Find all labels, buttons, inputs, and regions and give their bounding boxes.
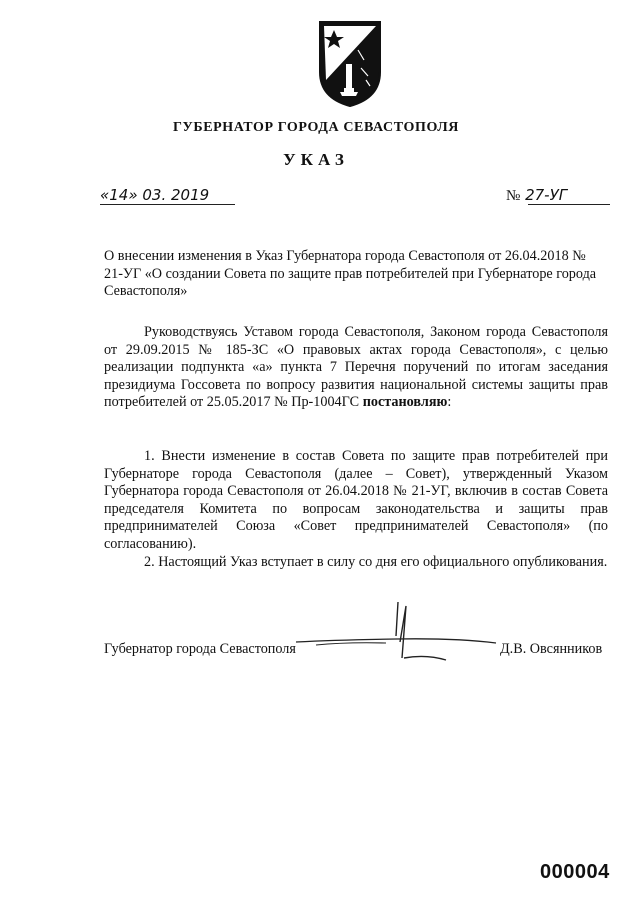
- decree-word: постановляю: [362, 394, 448, 411]
- document-number: [506, 186, 610, 206]
- signatory-name: Д.В. Овсянников: [500, 641, 603, 657]
- subject-text: О внесении изменения в Указ Губернатора города Севастополя от 26.04.2018 № 21-УГ «О создании Совета по защите прав потребителей при Губернаторе города Севастополя»: [104, 248, 597, 300]
- sevastopol-coat-of-arms-icon: [318, 20, 382, 108]
- document-type: УКАЗ: [283, 150, 349, 169]
- page-number: 000004: [540, 861, 610, 883]
- basis-colon: :: [447, 394, 452, 411]
- decree-subject: [104, 248, 608, 301]
- signatory-position: Губернатор города Севастополя: [104, 641, 296, 657]
- date-value: «14» 03. 2019: [100, 186, 210, 204]
- decree-item: 1. Внести изменение в состав Совета по защите прав потребителей при Губернаторе города Севастополя (далее – Совет), утвержденный Указом Губернатора города Севастополя от 26.04.2018 № 21-УГ, включив в состав Совета председателя Комитета по вопросам законодательства и защиты прав предпринимателей Союза «Совет предпринимателей Севастополя» (по согласованию).: [104, 448, 608, 552]
- handwritten-signature: [276, 598, 506, 670]
- number-underline: [528, 204, 610, 205]
- number-sign: №: [506, 188, 521, 204]
- legal-basis: [104, 324, 608, 412]
- issuer-title: ГУБЕРНАТОР ГОРОДА СЕВАСТОПОЛЯ: [172, 120, 460, 135]
- decree-items: [104, 448, 608, 571]
- date-underline: [100, 204, 235, 205]
- number-value: 27-УГ: [525, 186, 568, 204]
- decree-item: 2. Настоящий Указ вступает в силу со дня его официального опубликования.: [144, 553, 608, 570]
- document-date: [100, 186, 235, 206]
- basis-paragraph: [104, 324, 608, 412]
- basis-text: Руководствуясь Уставом города Севастополя, Законом города Севастополя от 29.09.2015 № 185-ЗС «О правовых актах города Севастополя», с целью реализации подпункта «а» пункта 7 Перечня поручений по итогам заседания президиума Госсовета по вопросу развития национальной системы защиты прав потребителей от 25.05.2017 № Пр-1004ГС: [104, 324, 608, 411]
